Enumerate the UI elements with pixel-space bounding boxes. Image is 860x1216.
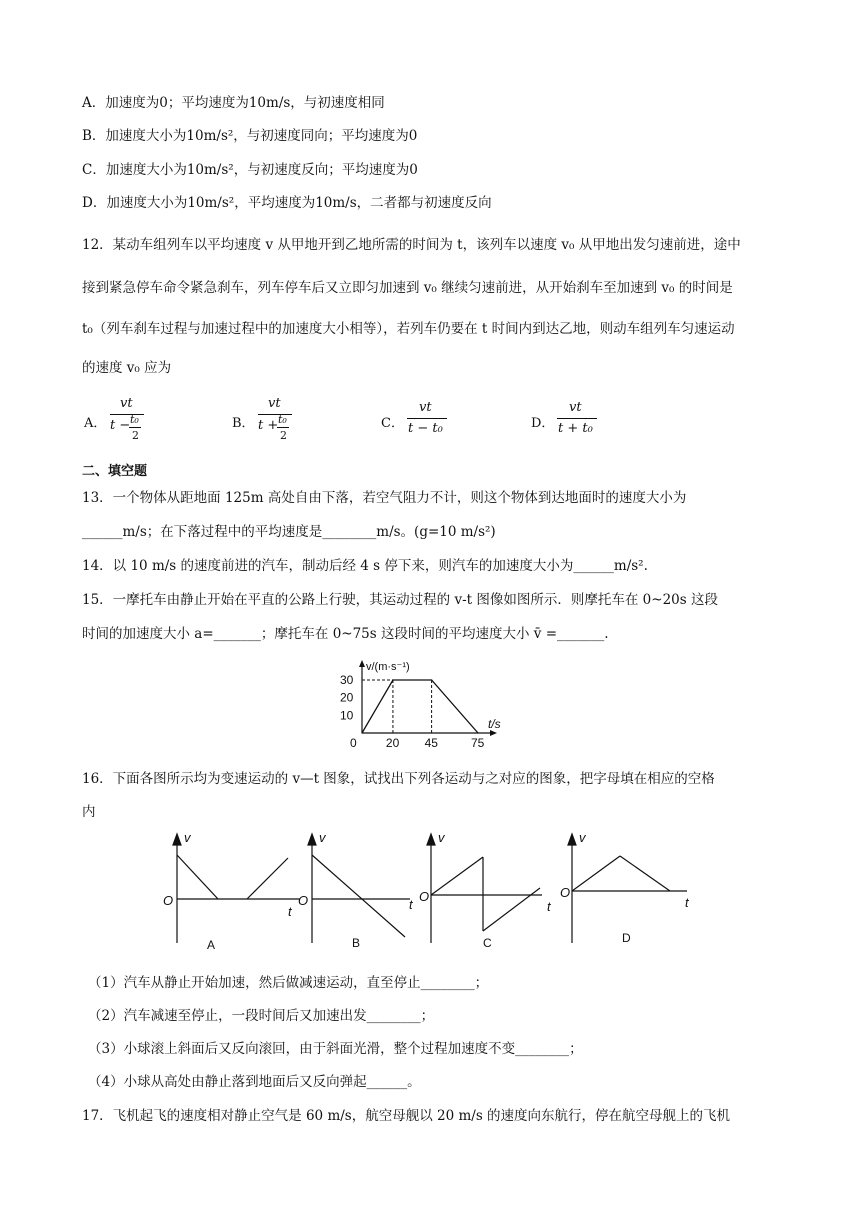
q13-line2: ______m/s；在下落过程中的平均速度是________m/s。(g=10 m/s²) <box>82 524 496 540</box>
graph-d-t-label: t <box>685 895 689 910</box>
y-tick-label: 10 <box>340 708 354 723</box>
fraction-bar <box>407 418 447 419</box>
inner-denominator: 2 <box>280 429 287 442</box>
fraction-numerator: vt <box>120 396 133 411</box>
q12-option-b <box>232 396 362 456</box>
graph-c-label: C <box>483 936 492 950</box>
graph-c-line-1 <box>431 857 483 895</box>
q17: 17．飞机起飞的速度相对静止空气是 60 m/s，航空母舰以 20 m/s 的速度向东航行，停在航空母舰上的飞机 <box>82 1108 731 1124</box>
graph-a-label: A <box>207 938 216 950</box>
q13-line1: 13．一个物体从距地面 125m 高处自由下落，若空气阻力不计，则这个物体到达地面时的速度大小为 <box>82 490 687 506</box>
graph-d-line-2 <box>620 856 670 891</box>
x-axis-label: t/s <box>488 717 501 731</box>
data-point <box>477 732 478 733</box>
graph-d-label: D <box>622 931 631 945</box>
q11-option-c: C．加速度大小为10m/s²，与初速度反向；平均速度为0 <box>82 162 418 178</box>
graph-b-v-label: v <box>319 830 326 845</box>
graph-d-line-1 <box>572 856 620 891</box>
fraction-denominator: t − <box>110 418 131 433</box>
graph-a-v-label: v <box>184 830 191 845</box>
graph-b-t-label: t <box>409 897 413 912</box>
x-tick-label: 45 <box>424 736 438 748</box>
graph-c-origin: O <box>419 889 430 904</box>
fraction-bar <box>557 418 597 419</box>
q16-item-1: （1）汽车从静止开始加速，然后做减速运动，直至停止________； <box>88 975 489 991</box>
q16-graphs <box>155 825 715 950</box>
fraction-numerator: vt <box>268 396 281 411</box>
q16-item-4: （4）小球从高处由静止落到地面后又反向弹起______。 <box>88 1074 421 1090</box>
data-point <box>431 679 432 680</box>
fraction-denominator: t + <box>258 418 279 433</box>
y-axis-arrow <box>359 660 365 667</box>
graph-a-line-2 <box>247 858 288 899</box>
graph-b-line <box>312 855 405 937</box>
vt-chart <box>340 658 520 748</box>
q11-option-b: B．加速度大小为10m/s²，与初速度同向；平均速度为0 <box>82 128 418 144</box>
q12-line4: 的速度 v₀ 应为 <box>82 360 172 376</box>
graph-a-v-arrow <box>173 834 181 845</box>
option-label: C． <box>381 416 404 431</box>
graph-b-label: B <box>352 936 361 950</box>
x-tick-label: 0 <box>350 736 357 748</box>
graph-d-origin: O <box>560 885 571 900</box>
fraction-denominator: t + t₀ <box>558 421 593 436</box>
q12-option-d <box>531 396 661 456</box>
option-label: B． <box>232 416 255 431</box>
q16-line2: 内 <box>82 804 96 820</box>
graph-b-v-arrow <box>308 834 316 845</box>
y-tick-label: 30 <box>340 673 354 687</box>
q16-item-2: （2）汽车减速至停止，一段时间后又加速出发________； <box>88 1008 435 1024</box>
q16-item-3: （3）小球滚上斜面后又反向滚回，由于斜面光滑，整个过程加速度不变________； <box>88 1041 583 1057</box>
y-tick-label: 20 <box>340 690 354 705</box>
option-label: A． <box>84 416 107 431</box>
graph-a-line-1 <box>177 855 218 899</box>
x-tick-label: 75 <box>471 736 485 748</box>
inner-denominator: 2 <box>132 429 139 442</box>
q12-option-c <box>381 396 511 456</box>
q16-line1: 16．下面各图所示均为变速运动的 v—t 图象，试找出下列各运动与之对应的图象，把字母填在相应的空格 <box>82 771 715 787</box>
inner-numerator: t₀ <box>130 413 139 426</box>
q12-option-a <box>84 396 214 456</box>
data-point <box>392 679 393 680</box>
graph-c-t-label: t <box>547 899 551 914</box>
fraction-numerator: vt <box>419 400 432 415</box>
q12-line3: t₀（列车刹车过程与加速过程中的加速度大小相等），若列车仍要在 t 时间内到达乙地，则动车组列车匀速运动 <box>82 321 735 337</box>
graph-b-origin: O <box>298 893 309 908</box>
q12-line1: 12．某动车组列车以平均速度 v 从甲地开到乙地所需的时间为 t，该列车以速度 v₀ 从甲地出发匀速前进，途中 <box>82 237 741 253</box>
graph-c-v-arrow <box>427 834 435 845</box>
q14: 14．以 10 m/s 的速度前进的汽车，制动后经 4 s 停下来，则汽车的加速度大小为______m/s². <box>82 558 648 574</box>
inner-fraction-bar <box>129 427 141 428</box>
q11-option-d: D．加速度大小为10m/s²，平均速度为10m/s，二者都与初速度反向 <box>82 195 492 211</box>
inner-numerator: t₀ <box>278 413 287 426</box>
option-label: D． <box>531 416 555 431</box>
section-heading: 二、填空题 <box>82 464 148 479</box>
series-line <box>362 680 478 733</box>
x-tick-label: 20 <box>385 736 400 748</box>
fraction-denominator: t − t₀ <box>408 421 443 436</box>
q15-line1: 15．一摩托车由静止开始在平直的公路上行驶，其运动过程的 v-t 图像如图所示．则摩托车在 0~20s 这段 <box>82 592 718 608</box>
graph-a-origin: O <box>163 893 174 908</box>
data-point <box>361 732 362 733</box>
q12-line2: 接到紧急停车命令紧急刹车，列车停车后又立即匀加速到 v₀ 继续匀速前进，从开始刹车至加速到 v₀ 的时间是 <box>82 280 733 296</box>
graph-a-t-label: t <box>288 904 292 919</box>
graph-c-v-label: v <box>438 830 445 845</box>
graph-d-v-arrow <box>568 834 576 845</box>
graph-d-v-label: v <box>579 830 586 845</box>
q11-option-a: A．加速度为0；平均速度为10m/s，与初速度相同 <box>82 95 385 111</box>
inner-fraction-bar <box>277 427 289 428</box>
y-axis-label: v/(m·s⁻¹) <box>366 661 410 673</box>
q15-line2: 时间的加速度大小 a=_______；摩托车在 0~75s 这段时间的平均速度大小 v̄ =_______. <box>82 626 609 642</box>
fraction-numerator: vt <box>569 400 582 415</box>
